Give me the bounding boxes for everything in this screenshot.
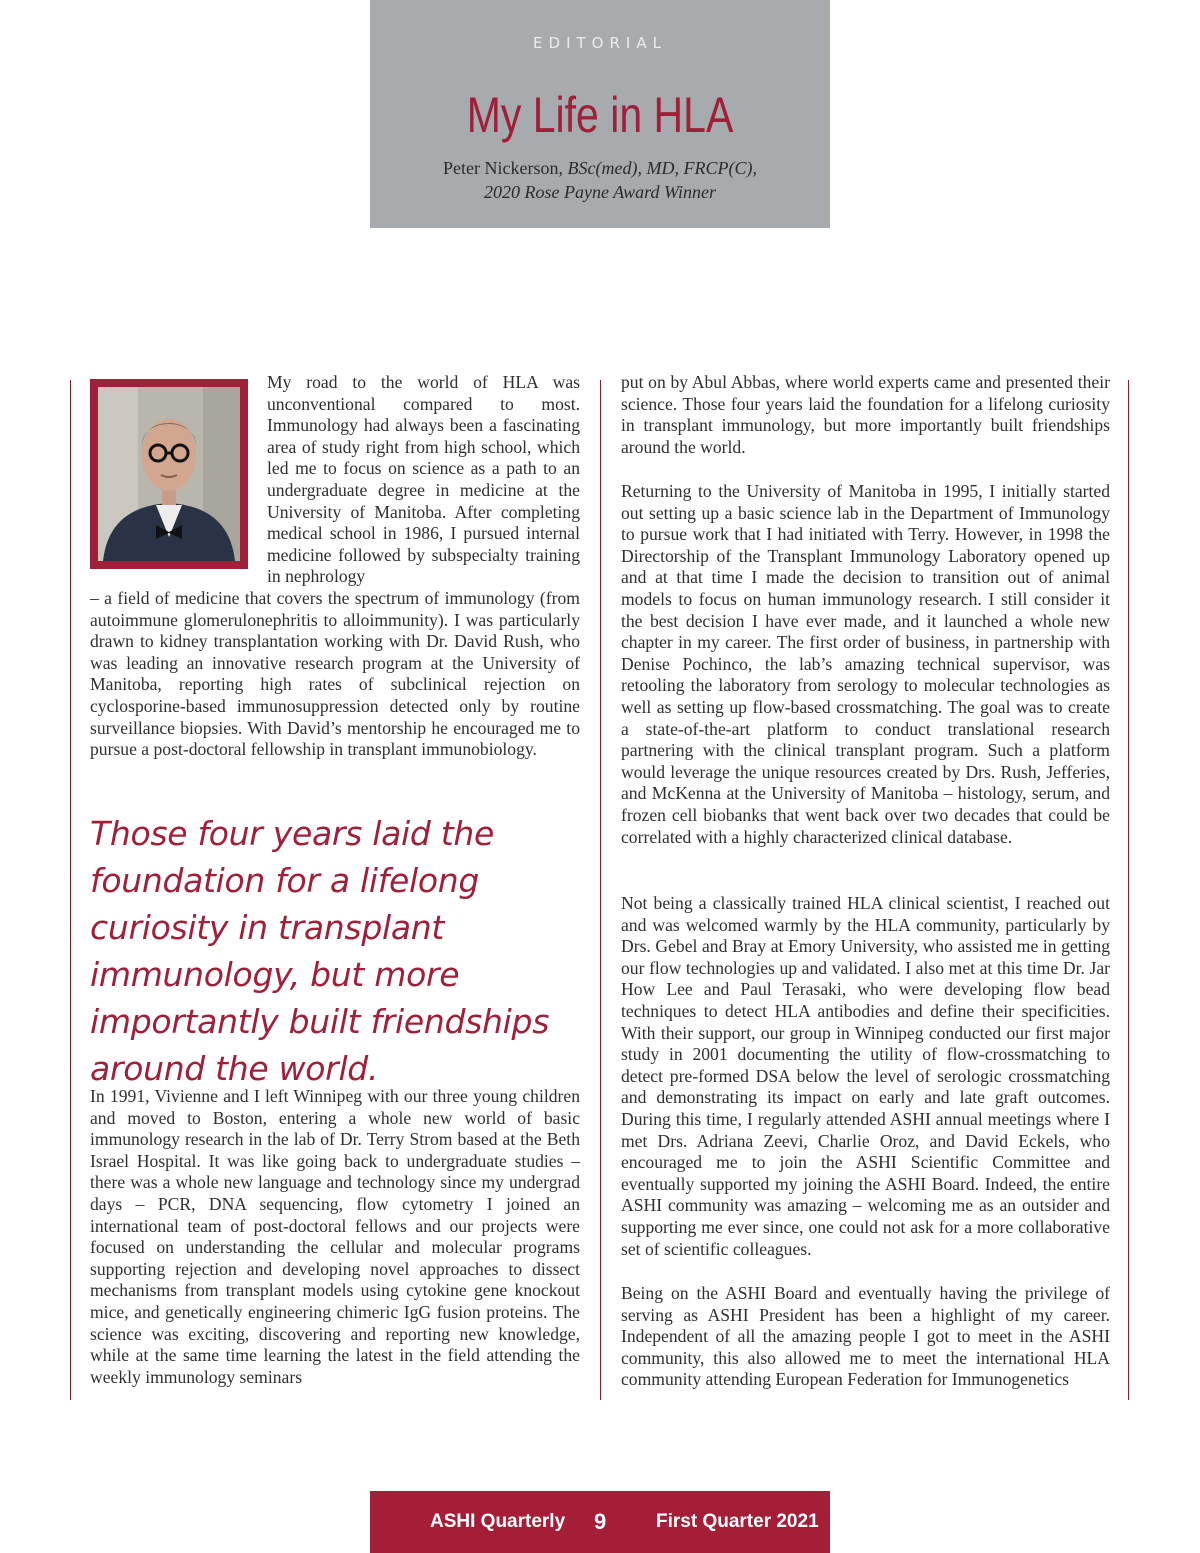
author-photo-frame	[90, 379, 248, 569]
award-line: 2020 Rose Payne Award Winner	[484, 182, 716, 202]
footer-publication: ASHI Quarterly	[430, 1511, 566, 1532]
left-paragraph-2: In 1991, Vivienne and I left Winnipeg with our three young children and moved to Boston, entering a whole new world of basic immunology research in the lab of Dr. Terry Strom based at the Beth Israel Hospital. It was like going back to undergraduate studies – there was a whole new language and technology since my undergrad days – PCR, DNA sequencing, flow cytometry I joined an international team of post-doctoral fellows and our projects were focused on understanding the cellular and molecular programs supporting rejection and developing novel approaches to dissect mechanisms from transplant models using cytokine gene knockout mice, and genetically engineering chimeric IgG fusion proteins. The science was exciting, discovering and reporting new knowledge, while at the same time learning the latest in the field attending the weekly immunology seminars	[90, 1086, 580, 1387]
right-column-rule	[1128, 380, 1129, 1400]
left-column-rule	[70, 380, 71, 1400]
right-paragraph-4: Being on the ASHI Board and eventually having the privilege of serving as ASHI President has been a highlight of my career. Independent of all the amazing people I got to meet in the ASHI community, this also allowed me to meet the international HLA community attending European Federation for Immunogenetics	[621, 1283, 1110, 1390]
author-name: Peter Nickerson,	[443, 158, 563, 178]
right-paragraph-2: Returning to the University of Manitoba in 1995, I initially started out setting up a basic science lab in the Department of Immunology to pursue work that I had initiated with Terry. However, in 1998 the Directorship of the Transplant Immunology Laboratory opened up and at that time I made the decision to transition out of animal models to focus on human immunology research. I still consider it the best decision I have ever made, and it launched a whole new chapter in my career. The first order of business, in partnership with Denise Pochinco, the lab’s amazing technical supervisor, was retooling the laboratory from serology to molecular technologies as well as setting up flow-based crossmatching. The goal was to create a state-of-the-art platform to conduct translational research partnering with the clinical transplant program. Such a platform would leverage the unique resources created by Drs. Rush, Jefferies, and McKenna at the University of Manitoba – histology, serum, and frozen cell biobanks that went back over two decades that could be correlated with a highly characterized clinical database.	[621, 481, 1110, 847]
intro-paragraph-beside-photo: My road to the world of HLA was unconventional compared to most. Immunology had always been a fascinating area of study right from high school, which led me to focus on science as a path to an undergraduate degree in medicine at the University of Manitoba. After completing medical school in 1986, I pursued internal medicine followed by subspecialty training in nephrology	[267, 372, 580, 587]
author-photo	[98, 387, 240, 561]
intro-paragraph-continued: – a field of medicine that covers the spectrum of immunology (from autoimmune glomerulonephritis to alloimmunity). I was particularly drawn to kidney transplantation working with Dr. David Rush, who was leading an innovative research program at the University of Manitoba, reporting high rates of subclinical rejection on cyclosporine-based immunosuppression detected only by routine surveillance biopsies. With David’s mentorship he encouraged me to pursue a post-doctoral fellowship in transplant immunobiology.	[90, 588, 580, 760]
byline	[370, 156, 830, 204]
footer-bar	[370, 1491, 830, 1553]
middle-column-rule	[600, 380, 601, 1400]
article-title: My Life in HLA	[466, 87, 734, 143]
footer-issue: First Quarter 2021	[656, 1511, 819, 1532]
pull-quote: Those four years laid the foundation for a lifelong curiosity in transplant immunology, but more importantly built friendships around the world.	[90, 814, 550, 1088]
header-box	[370, 0, 830, 228]
footer-page-number: 9	[594, 1509, 607, 1534]
author-credentials: BSc(med), MD, FRCP(C),	[567, 158, 757, 178]
right-paragraph-3: Not being a classically trained HLA clinical scientist, I reached out and was welcomed warmly by the HLA community, particularly by Drs. Gebel and Bray at Emory University, who assisted me in getting our flow technologies up and validated. I also met at this time Dr. Jar How Lee and Paul Terasaki, who were developing flow bead techniques to detect HLA antibodies and define their specificities. With their support, our group in Winnipeg conducted our first major study in 2001 documenting the utility of flow-crossmatching to detect pre-formed DSA below the level of serologic crossmatching and demonstrating its impact on early and late graft outcomes. During this time, I regularly attended ASHI annual meetings where I met Drs. Adriana Zeevi, Charlie Oroz, and David Eckels, who encouraged me to join the ASHI Scientific Committee and eventually supported my joining the ASHI Board. Indeed, the entire ASHI community was amazing – welcoming me as an outsider and supporting me ever since, one could not ask for a more collaborative set of scientific colleagues.	[621, 893, 1110, 1259]
section-label: EDITORIAL	[533, 34, 667, 52]
right-paragraph-1: put on by Abul Abbas, where world experts came and presented their science. Those four years laid the foundation for a lifelong curiosity in transplant immunology, but more importantly built friendships around the world.	[621, 372, 1110, 457]
